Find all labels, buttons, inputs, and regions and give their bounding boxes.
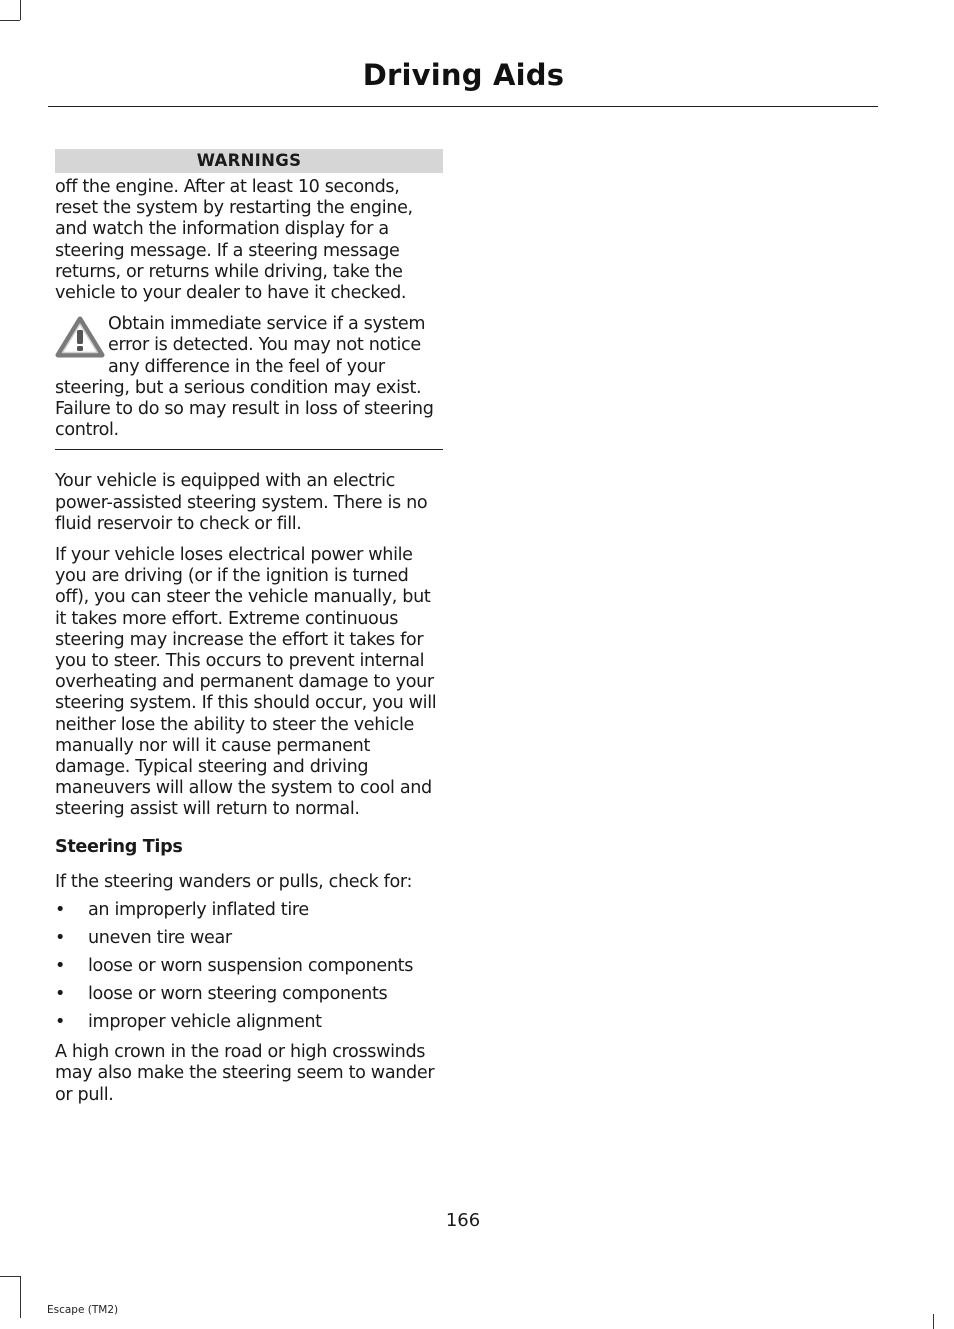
crop-mark (933, 1314, 934, 1329)
crop-mark (20, 1276, 21, 1318)
page-number: 166 (445, 1210, 481, 1231)
bullet: • (55, 1012, 66, 1033)
section-heading: Steering Tips (55, 836, 183, 857)
footer-label: Escape (TM2) (47, 1304, 119, 1316)
content-column (55, 149, 443, 1106)
crop-mark (0, 1276, 20, 1277)
warnings-heading: WARNINGS (55, 149, 443, 173)
warning-divider (55, 449, 443, 450)
warning-alert (55, 314, 443, 450)
bullet: • (55, 928, 66, 949)
list-item-text: uneven tire wear (88, 928, 232, 949)
list-item (55, 1012, 443, 1033)
bullet: • (55, 956, 66, 977)
warning-continued-text: off the engine. After at least 10 seconds, reset the system by restarting the engine, and watch the information display for a steering message. If a steering message returns, or returns while driving, take the vehicle to your dealer to have it checked. (55, 177, 413, 304)
checklist (55, 900, 443, 1033)
closing-paragraph: A high crown in the road or high crosswinds may also make the steering seem to wander or pull. (55, 1042, 435, 1105)
body-paragraph: Your vehicle is equipped with an electric power-assisted steering system. There is no fluid reservoir to check or fill. (55, 471, 428, 534)
section-intro: If the steering wanders or pulls, check for: (55, 871, 413, 892)
list-item-text: an improperly inflated tire (88, 900, 309, 921)
list-item (55, 984, 443, 1005)
list-item-text: loose or worn suspension components (88, 956, 414, 977)
title-divider (48, 106, 878, 107)
list-item (55, 928, 443, 949)
warning-alert-text: Obtain immediate service if a system error is detected. You may not notice any difference in the feel of your steering, but a serious condition may exist. Failure to do so may result in loss of steering control. (55, 314, 434, 441)
list-item (55, 956, 443, 977)
list-item-text: loose or worn steering components (88, 984, 388, 1005)
crop-mark (0, 20, 20, 21)
list-item (55, 900, 443, 921)
bullet: • (55, 900, 66, 921)
warning-triangle-icon (55, 316, 105, 358)
bullet: • (55, 984, 66, 1005)
crop-mark (20, 0, 21, 20)
page-title: Driving Aids (362, 58, 565, 92)
list-item-text: improper vehicle alignment (88, 1012, 322, 1033)
body-paragraph: If your vehicle loses electrical power while you are driving (or if the ignition is turned off), you can steer the vehicle manually, but it takes more effort. Extreme continuous steering may increase the effort it takes for you to steer. This occurs to prevent internal overheating and permanent damage to your steering system. If this should occur, you will neither lose the ability to steer the vehicle manually nor will it cause permanent damage. Typical steering and driving maneuvers will allow the system to cool and steering assist will return to normal. (55, 545, 437, 820)
